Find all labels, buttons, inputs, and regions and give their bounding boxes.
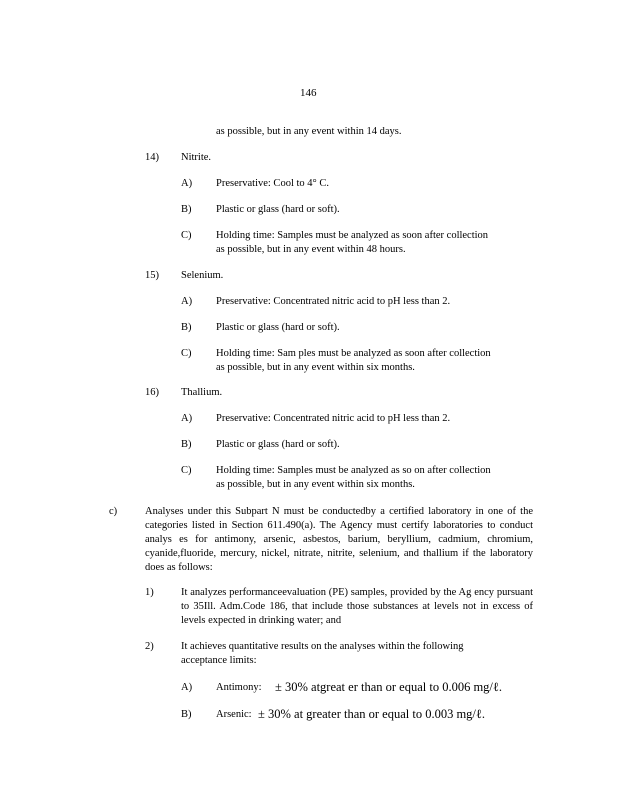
sub-text-line1: Holding time: Samples must be analyzed as soon after collection [216,230,489,241]
sub-letter: C) [181,230,192,241]
sub-letter: B) [181,322,192,333]
limit-value: ± 30% at greater than or equal to 0.003 mg/ℓ. [258,707,486,721]
sub-letter: C) [181,465,192,476]
item-title: Nitrite. [181,152,212,163]
condition-text-line2: acceptance limits: [181,655,257,666]
sub-letter: A) [181,178,193,189]
sub-text-line1: Holding time: Samples must be analyzed as so on after collection [216,465,491,476]
limit-label: Arsenic: [216,709,252,720]
sub-text-line1: Holding time: Sam ples must be analyzed as soon after collection [216,348,491,359]
sub-text: Plastic or glass (hard or soft). [216,439,340,450]
sub-text-line2: as possible, but in any event within six months. [216,479,415,490]
item-num: 16) [145,387,159,398]
item-num: 15) [145,270,159,281]
condition-num: 1) [145,587,154,598]
sub-letter: A) [181,296,193,307]
sub-text-line2: as possible, but in any event within 48 hours. [216,244,406,255]
continuation-line: as possible, but in any event within 14 days. [216,126,402,137]
sub-text: Plastic or glass (hard or soft). [216,322,340,333]
page-number: 146 [300,87,317,99]
sub-text: Preservative: Concentrated nitric acid to pH less than 2. [216,296,451,307]
sub-letter: C) [181,348,192,359]
limit-value: ± 30% atgreat er than or equal to 0.006 mg/ℓ. [275,680,503,694]
item-title: Selenium. [181,270,224,281]
sub-text: Preservative: Cool to 4° C. [216,178,329,189]
item-num: 14) [145,152,159,163]
limit-label: Antimony: [216,682,262,693]
condition-text-line1: It achieves quantitative results on the analyses within the following [181,641,464,652]
limit-letter: A) [181,682,193,693]
sub-text: Plastic or glass (hard or soft). [216,204,340,215]
sub-letter: B) [181,204,192,215]
item-title: Thallium. [181,387,223,398]
sub-text-line2: as possible, but in any event within six months. [216,362,415,373]
sub-letter: A) [181,413,193,424]
sub-text: Preservative: Concentrated nitric acid to pH less than 2. [216,413,451,424]
section-paragraph: Analyses under this Subpart N must be conductedby a certified laboratory in one of the categories listed in Section 611.490(a). The Agency must certify laboratories to conduct analys es for antimony, arsenic, asbestos, barium, beryllium, cadmium, chromium, cyanide,fluoride, mercury, nickel, nitrate, nitrite, selenium, and thallium if the laboratory does as follows: [145,506,533,573]
limit-letter: B) [181,709,192,720]
condition-num: 2) [145,641,154,652]
section-letter: c) [109,506,118,517]
condition-text: It analyzes performanceevaluation (PE) samples, provided by the Ag ency pursuant to 35Ill. Adm.Code 186, that include those substances at levels not in excess of levels expected in drinking water; and [181,587,533,626]
sub-letter: B) [181,439,192,450]
